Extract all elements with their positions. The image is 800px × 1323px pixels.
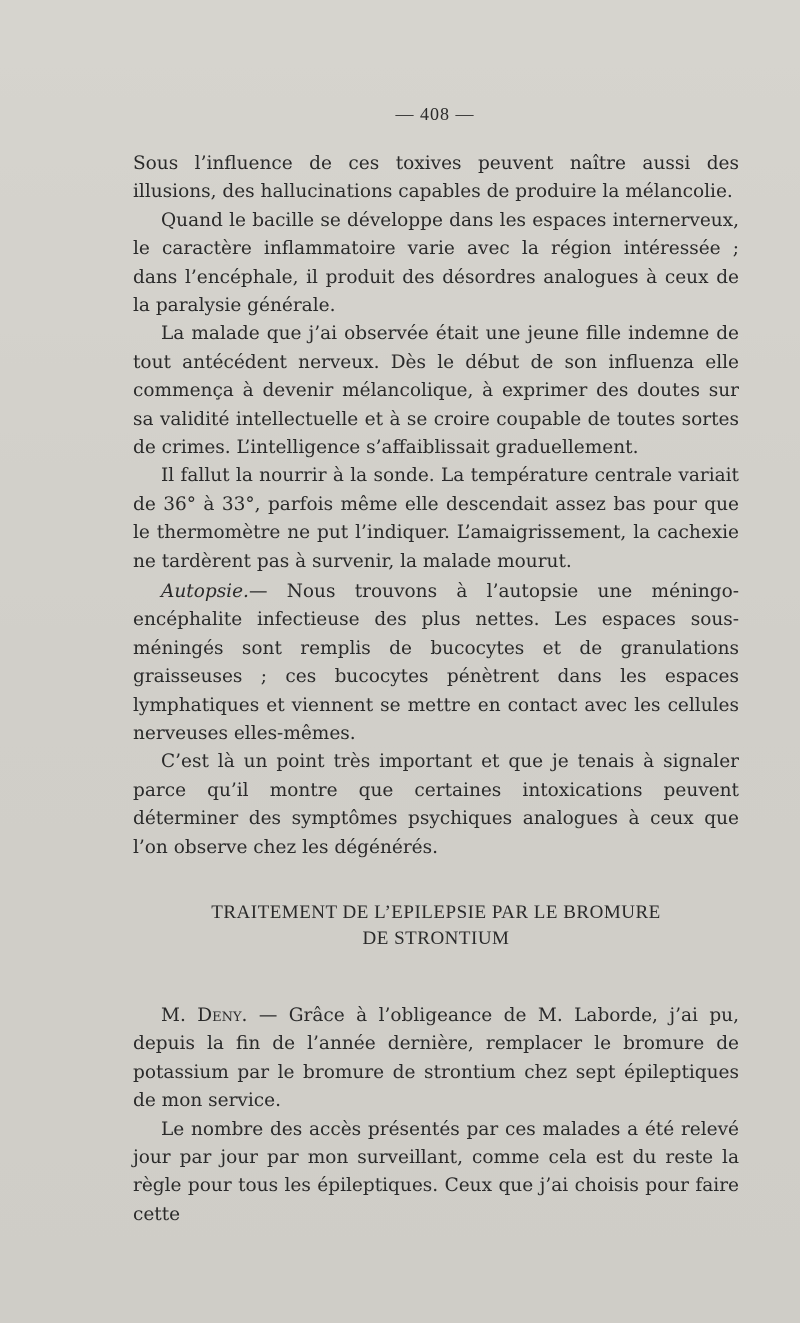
autopsy-label: Autopsie. (161, 581, 249, 602)
paragraph: Sous l’influence de ces toxives peuvent naître aussi des illusions, des hallucinations capables de produire la mélancolie. (133, 153, 739, 203)
paragraph: C’est là un point très important et que je tenais à signaler parce qu’il montre que certaines intoxications peuvent déterminer des symptômes psychiques analogues à ceux que l’on observe chez les dégénérés. (133, 751, 739, 858)
heading-line: DE STRONTIUM (362, 928, 510, 949)
case-report-section (133, 150, 739, 576)
paragraph (133, 578, 739, 748)
paragraph: La malade que j’ai observée était une jeune fille indemne de tout antécédent nerveux. Dès le début de son influenza elle commença à devenir mélancolique, à exprimer des doutes sur sa validité intellectuelle et à se croire coupable de toutes sortes de crimes. L’intelligence s’affaiblissait graduellement. (133, 323, 739, 459)
paragraph: Le nombre des accès présentés par ces malades a été relevé jour par jour par mon surveillant, comme cela est du reste la règle pour tous les épileptiques. Ceux que j’ai choisis pour faire cette (133, 1118, 739, 1225)
autopsy-text: — Nous trouvons à l’autopsie une méningo-encéphalite infectieuse des plus nettes. Les espaces sous-méningés sont remplis de bucocytes et de granulations graisseuses ; ces bucocytes pénètrent dans les espaces lymphatiques et viennent se mettre en contact avec les cellules nerveuses elles-mêmes. (133, 581, 739, 745)
speaker-name: M. Deny. (161, 1005, 248, 1026)
paragraph: Il fallut la nourrir à la sonde. La température centrale variait de 36° à 33°, parfois même elle descendait assez bas pour que le thermomètre ne put l’indiquer. L’amaigrissement, la cachexie ne tardèrent pas à survenir, la malade mourut. (133, 465, 739, 572)
autopsy-section (133, 578, 739, 862)
paragraph: Quand le bacille se développe dans les espaces internerveux, le caractère inflammatoire varie avec la région intéressée ; dans l’encéphale, il produit des désordres analogues à ceux de la paralysie générale. (133, 209, 739, 317)
page-number: — 408 — (395, 104, 475, 124)
section-heading (133, 900, 739, 952)
treatment-section (133, 1002, 739, 1229)
paragraph-text: — Grâce à l’obligeance de M. Laborde, j’ai pu, depuis la fin de l’année dernière, remplacer le bromure de potassium par le bromure de strontium chez sept épileptiques de mon service. (133, 1005, 739, 1112)
heading-line: TRAITEMENT DE L’EPILEPSIE PAR LE BROMURE (211, 902, 661, 923)
paragraph (133, 1002, 739, 1116)
